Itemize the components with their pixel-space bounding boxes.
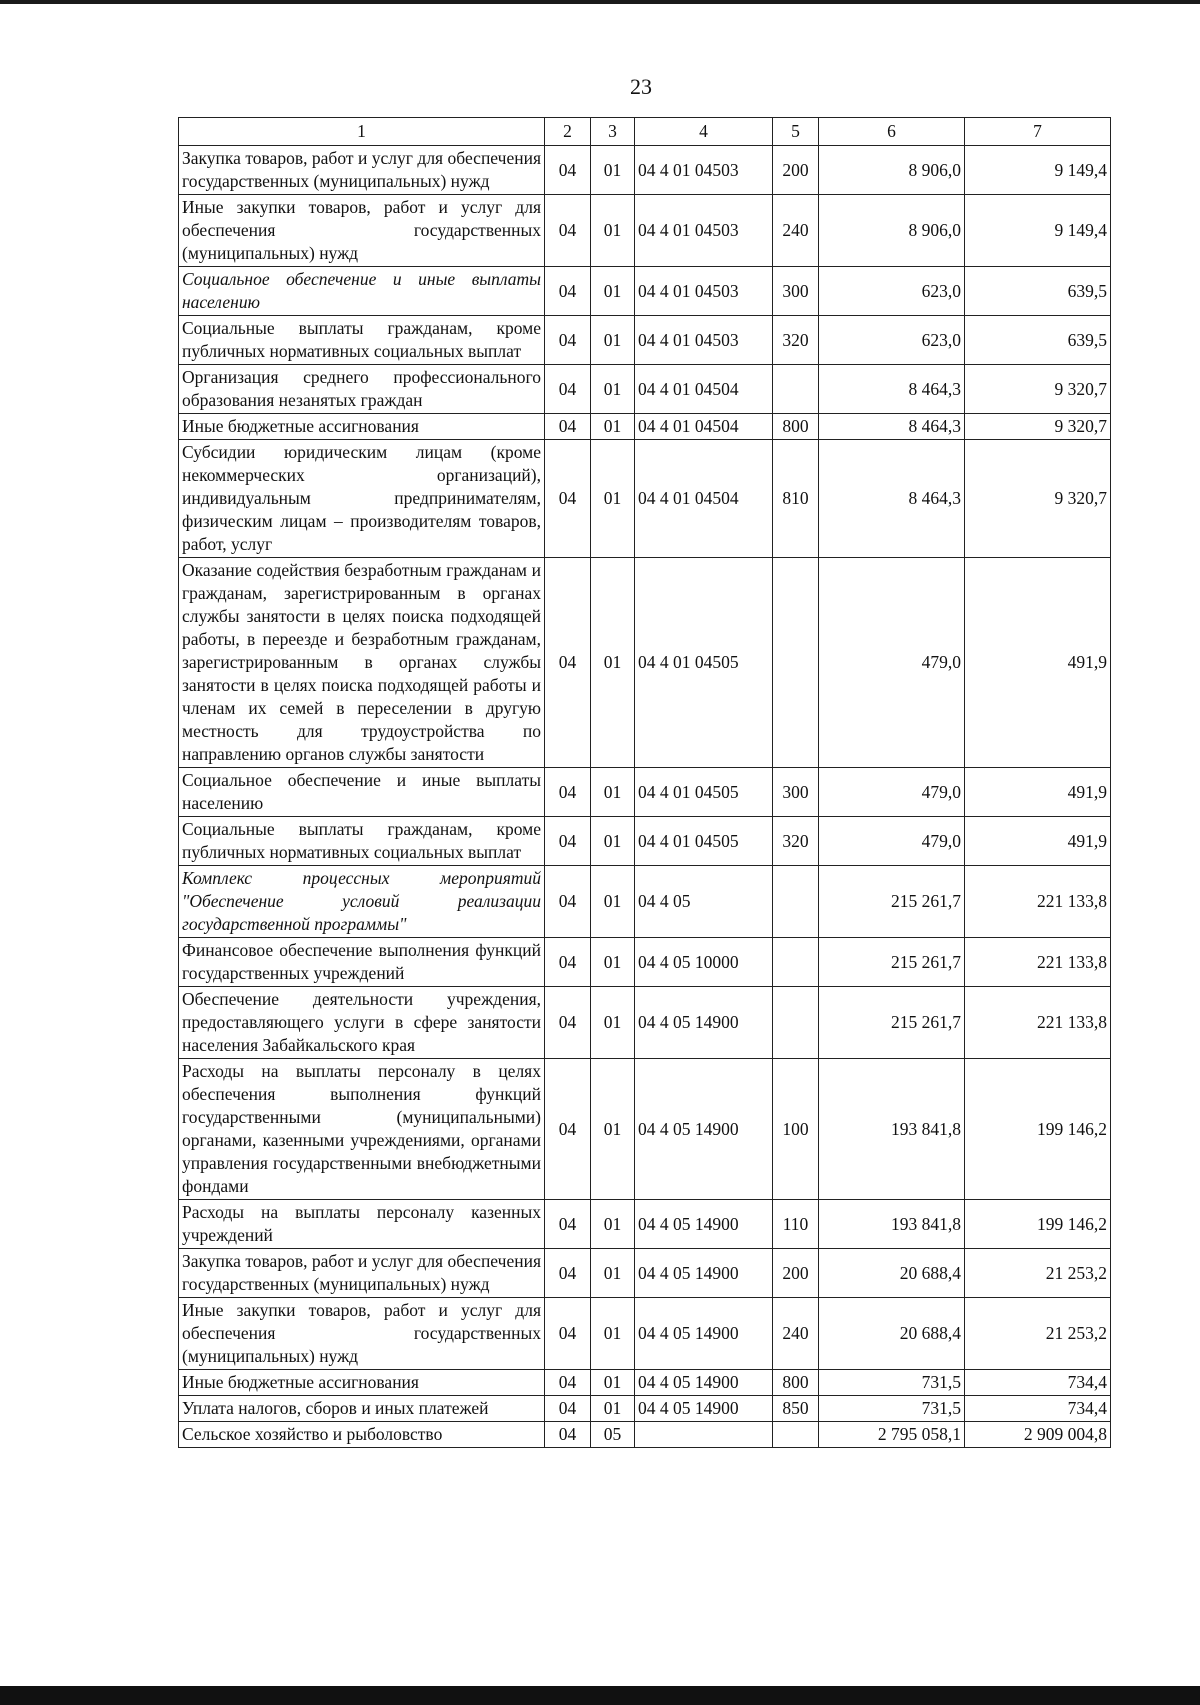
row-amount-col6: 731,5 [819, 1396, 965, 1422]
row-name: Расходы на выплаты персоналу казенных учреждений [179, 1200, 545, 1249]
row-target-code: 04 4 01 04503 [635, 316, 773, 365]
budget-table [178, 117, 1111, 1448]
row-amount-col7: 9 149,4 [965, 195, 1111, 267]
row-expense-type: 100 [773, 1059, 819, 1200]
row-name: Социальные выплаты гражданам, кроме публичных нормативных социальных выплат [179, 316, 545, 365]
table-row [179, 1422, 1111, 1448]
row-expense-type: 240 [773, 195, 819, 267]
row-name: Социальное обеспечение и иные выплаты населению [179, 267, 545, 316]
row-target-code: 04 4 01 04505 [635, 768, 773, 817]
row-amount-col7: 199 146,2 [965, 1200, 1111, 1249]
row-amount-col6: 8 464,3 [819, 440, 965, 558]
row-subsection: 01 [591, 768, 635, 817]
row-name: Финансовое обеспечение выполнения функций государственных учреждений [179, 938, 545, 987]
row-expense-type [773, 866, 819, 938]
row-expense-type [773, 558, 819, 768]
row-name: Организация среднего профессионального образования незанятых граждан [179, 365, 545, 414]
row-section: 04 [545, 1422, 591, 1448]
row-expense-type [773, 938, 819, 987]
row-expense-type: 800 [773, 1370, 819, 1396]
row-section: 04 [545, 195, 591, 267]
header-cell-6: 6 [819, 118, 965, 146]
row-expense-type: 110 [773, 1200, 819, 1249]
row-target-code: 04 4 05 14900 [635, 1298, 773, 1370]
row-subsection: 01 [591, 1370, 635, 1396]
row-section: 04 [545, 987, 591, 1059]
row-section: 04 [545, 817, 591, 866]
row-amount-col6: 20 688,4 [819, 1298, 965, 1370]
header-cell-2: 2 [545, 118, 591, 146]
row-section: 04 [545, 558, 591, 768]
row-amount-col6: 479,0 [819, 817, 965, 866]
header-cell-7: 7 [965, 118, 1111, 146]
row-amount-col7: 221 133,8 [965, 987, 1111, 1059]
row-name: Оказание содействия безработным гражданам и гражданам, зарегистрированным в органах службы занятости в целях поиска подходящей работы, в переезде и безработным гражданам, зарегистрированным в органах службы занятости в целях поиска подходящей работы и членам их семей в переселении в другую местность для трудоустройства по направлению органов службы занятости [179, 558, 545, 768]
row-amount-col6: 623,0 [819, 267, 965, 316]
row-expense-type: 240 [773, 1298, 819, 1370]
table-row [179, 440, 1111, 558]
table-row [179, 866, 1111, 938]
row-target-code: 04 4 05 14900 [635, 1249, 773, 1298]
row-name: Социальное обеспечение и иные выплаты населению [179, 768, 545, 817]
row-name: Обеспечение деятельности учреждения, предоставляющего услуги в сфере занятости населения Забайкальского края [179, 987, 545, 1059]
row-subsection: 01 [591, 938, 635, 987]
row-target-code: 04 4 05 10000 [635, 938, 773, 987]
row-section: 04 [545, 1059, 591, 1200]
row-name: Комплекс процессных мероприятий "Обеспечение условий реализации государственной программы" [179, 866, 545, 938]
row-amount-col7: 491,9 [965, 768, 1111, 817]
row-subsection: 01 [591, 558, 635, 768]
row-amount-col7: 221 133,8 [965, 938, 1111, 987]
row-amount-col7: 491,9 [965, 558, 1111, 768]
row-amount-col7: 21 253,2 [965, 1249, 1111, 1298]
row-name: Уплата налогов, сборов и иных платежей [179, 1396, 545, 1422]
row-amount-col6: 215 261,7 [819, 987, 965, 1059]
row-target-code: 04 4 05 14900 [635, 1370, 773, 1396]
row-subsection: 01 [591, 195, 635, 267]
row-target-code: 04 4 05 14900 [635, 1059, 773, 1200]
row-amount-col7: 221 133,8 [965, 866, 1111, 938]
row-subsection: 01 [591, 365, 635, 414]
row-amount-col6: 479,0 [819, 768, 965, 817]
row-target-code: 04 4 01 04505 [635, 817, 773, 866]
row-name: Субсидии юридическим лицам (кроме некоммерческих организаций), индивидуальным предпринимателям, физическим лицам – производителям товаров, работ, услуг [179, 440, 545, 558]
row-amount-col7: 2 909 004,8 [965, 1422, 1111, 1448]
row-subsection: 01 [591, 1200, 635, 1249]
row-amount-col7: 639,5 [965, 267, 1111, 316]
row-amount-col7: 734,4 [965, 1396, 1111, 1422]
row-section: 04 [545, 1249, 591, 1298]
row-section: 04 [545, 768, 591, 817]
row-subsection: 01 [591, 1249, 635, 1298]
row-amount-col6: 479,0 [819, 558, 965, 768]
row-section: 04 [545, 267, 591, 316]
header-cell-4: 4 [635, 118, 773, 146]
row-subsection: 01 [591, 866, 635, 938]
row-amount-col7: 9 320,7 [965, 440, 1111, 558]
table-row [179, 365, 1111, 414]
row-amount-col7: 639,5 [965, 316, 1111, 365]
table-row [179, 987, 1111, 1059]
row-target-code: 04 4 05 14900 [635, 987, 773, 1059]
row-amount-col6: 731,5 [819, 1370, 965, 1396]
row-amount-col6: 623,0 [819, 316, 965, 365]
row-expense-type: 300 [773, 267, 819, 316]
row-amount-col6: 20 688,4 [819, 1249, 965, 1298]
row-expense-type: 320 [773, 817, 819, 866]
row-section: 04 [545, 1298, 591, 1370]
row-expense-type [773, 1422, 819, 1448]
row-expense-type [773, 987, 819, 1059]
row-amount-col6: 8 906,0 [819, 146, 965, 195]
row-target-code: 04 4 01 04503 [635, 146, 773, 195]
row-amount-col7: 9 149,4 [965, 146, 1111, 195]
row-subsection: 01 [591, 146, 635, 195]
row-subsection: 01 [591, 414, 635, 440]
row-amount-col7: 734,4 [965, 1370, 1111, 1396]
table-row [179, 195, 1111, 267]
row-amount-col6: 215 261,7 [819, 938, 965, 987]
row-subsection: 01 [591, 267, 635, 316]
table-row [179, 1396, 1111, 1422]
row-amount-col6: 8 906,0 [819, 195, 965, 267]
row-subsection: 01 [591, 1298, 635, 1370]
table-row [179, 558, 1111, 768]
row-target-code: 04 4 01 04503 [635, 267, 773, 316]
row-section: 04 [545, 1396, 591, 1422]
row-target-code: 04 4 05 14900 [635, 1396, 773, 1422]
row-subsection: 01 [591, 817, 635, 866]
row-amount-col7: 21 253,2 [965, 1298, 1111, 1370]
row-expense-type: 810 [773, 440, 819, 558]
row-section: 04 [545, 316, 591, 365]
row-subsection: 01 [591, 440, 635, 558]
row-amount-col7: 199 146,2 [965, 1059, 1111, 1200]
row-target-code: 04 4 01 04503 [635, 195, 773, 267]
row-section: 04 [545, 1370, 591, 1396]
row-section: 04 [545, 414, 591, 440]
bottom-scan-border [0, 1686, 1200, 1705]
row-target-code: 04 4 01 04504 [635, 414, 773, 440]
row-section: 04 [545, 365, 591, 414]
row-name: Иные бюджетные ассигнования [179, 1370, 545, 1396]
row-subsection: 01 [591, 987, 635, 1059]
row-name: Закупка товаров, работ и услуг для обеспечения государственных (муниципальных) нужд [179, 146, 545, 195]
table-row [179, 316, 1111, 365]
row-amount-col6: 8 464,3 [819, 414, 965, 440]
table-row [179, 267, 1111, 316]
row-amount-col6: 2 795 058,1 [819, 1422, 965, 1448]
row-expense-type: 850 [773, 1396, 819, 1422]
row-section: 04 [545, 866, 591, 938]
row-amount-col7: 491,9 [965, 817, 1111, 866]
row-subsection: 01 [591, 316, 635, 365]
page-number: 23 [630, 74, 652, 99]
row-section: 04 [545, 938, 591, 987]
row-name: Сельское хозяйство и рыболовство [179, 1422, 545, 1448]
row-section: 04 [545, 440, 591, 558]
row-target-code: 04 4 05 14900 [635, 1200, 773, 1249]
row-target-code: 04 4 05 [635, 866, 773, 938]
row-expense-type: 200 [773, 146, 819, 195]
row-expense-type [773, 365, 819, 414]
row-expense-type: 200 [773, 1249, 819, 1298]
row-target-code: 04 4 01 04504 [635, 440, 773, 558]
table-row [179, 768, 1111, 817]
table-row [179, 1249, 1111, 1298]
header-row [179, 118, 1111, 146]
row-section: 04 [545, 1200, 591, 1249]
table-row [179, 1059, 1111, 1200]
row-target-code: 04 4 01 04505 [635, 558, 773, 768]
row-amount-col7: 9 320,7 [965, 365, 1111, 414]
header-cell-1: 1 [179, 118, 545, 146]
row-name: Закупка товаров, работ и услуг для обеспечения государственных (муниципальных) нужд [179, 1249, 545, 1298]
row-expense-type: 800 [773, 414, 819, 440]
row-section: 04 [545, 146, 591, 195]
row-amount-col6: 8 464,3 [819, 365, 965, 414]
top-scan-border [0, 0, 1200, 4]
row-name: Расходы на выплаты персоналу в целях обеспечения выполнения функций государственными (муниципальными) органами, казенными учреждениями, органами управления государственными внебюджетными фондами [179, 1059, 545, 1200]
row-expense-type: 300 [773, 768, 819, 817]
row-subsection: 01 [591, 1396, 635, 1422]
table-row [179, 1200, 1111, 1249]
table-row [179, 938, 1111, 987]
row-amount-col6: 215 261,7 [819, 866, 965, 938]
row-name: Социальные выплаты гражданам, кроме публичных нормативных социальных выплат [179, 817, 545, 866]
row-name: Иные бюджетные ассигнования [179, 414, 545, 440]
row-target-code: 04 4 01 04504 [635, 365, 773, 414]
row-amount-col7: 9 320,7 [965, 414, 1111, 440]
row-subsection: 01 [591, 1059, 635, 1200]
budget-table-container [178, 117, 1111, 1448]
row-amount-col6: 193 841,8 [819, 1059, 965, 1200]
row-expense-type: 320 [773, 316, 819, 365]
row-amount-col6: 193 841,8 [819, 1200, 965, 1249]
row-target-code [635, 1422, 773, 1448]
row-name: Иные закупки товаров, работ и услуг для обеспечения государственных (муниципальных) нужд [179, 1298, 545, 1370]
row-name: Иные закупки товаров, работ и услуг для обеспечения государственных (муниципальных) нужд [179, 195, 545, 267]
table-row [179, 1370, 1111, 1396]
table-row [179, 414, 1111, 440]
table-row [179, 817, 1111, 866]
table-row [179, 1298, 1111, 1370]
header-cell-5: 5 [773, 118, 819, 146]
header-cell-3: 3 [591, 118, 635, 146]
row-subsection: 05 [591, 1422, 635, 1448]
table-row [179, 146, 1111, 195]
